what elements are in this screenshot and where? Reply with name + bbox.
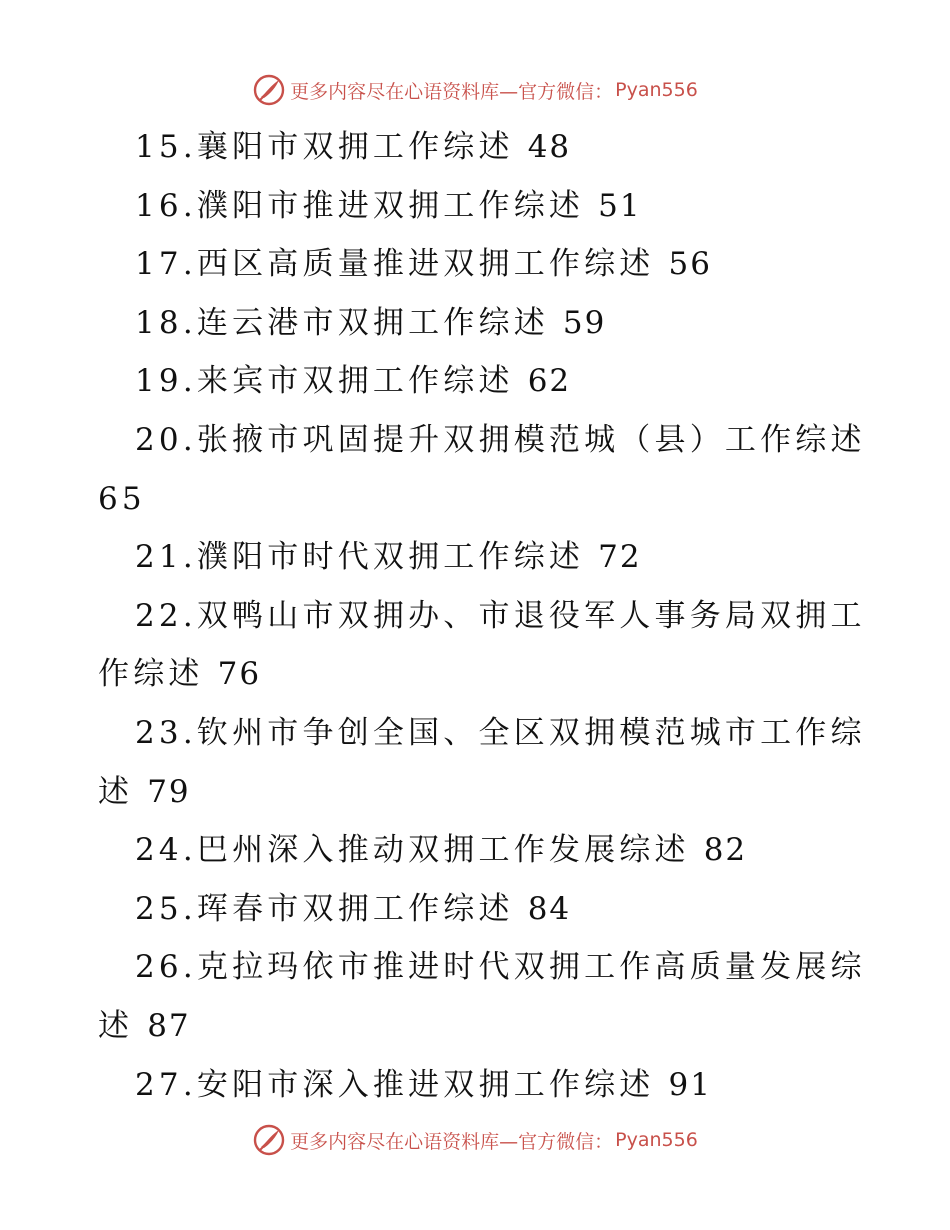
toc-entry-title: 15.襄阳市双拥工作综述 [135,129,514,165]
toc-page-number: 76 [217,656,262,693]
banner-wechat-id: Pyan556 [615,1129,698,1151]
toc-page-number: 79 [147,773,191,810]
toc-entry-title: 24.巴州深入推动双拥工作发展综述 [135,832,690,869]
toc-entry-19 [0,352,950,411]
toc-entry-21 [0,528,950,587]
toc-page-number: 59 [562,304,607,341]
toc-entry-17 [0,235,950,294]
toc-entry-23-continued [0,763,950,822]
toc-entry-title: 26.克拉玛依市推进时代双拥工作高质量发展综 [135,949,866,986]
toc-entry-16 [0,177,950,236]
toc-page-number: 62 [527,363,572,400]
banner-text: 更多内容尽在心语资料库—官方微信： [290,1130,614,1153]
toc-entry-title: 19.来宾市双拥工作综述 [135,363,514,400]
toc-entry-title: 23.钦州市争创全国、全区双拥模范城市工作综 [135,714,866,751]
banner-text: 更多内容尽在心语资料库—官方微信： [290,80,614,103]
banner-wechat-id: Pyan556 [615,79,698,101]
toc-entry-18 [0,294,950,353]
quill-logo-icon [252,1123,286,1157]
toc-entry-15 [0,118,950,177]
footer-watermark-banner [0,1120,950,1160]
toc-entry-26-continued [0,997,950,1056]
toc-entry-22 [0,587,950,646]
toc-page-number: 84 [527,890,572,927]
toc-entry-title: 述 [98,773,134,810]
toc-page-number: 51 [598,187,642,224]
toc-page-number: 72 [598,539,642,576]
quill-logo-icon [252,73,286,107]
toc-entry-24 [0,821,950,880]
toc-entry-23 [0,704,950,763]
toc-entry-20 [0,411,950,470]
toc-entry-22-continued [0,645,950,704]
toc-entry-title: 22.双鸭山市双拥办、市退役军人事务局双拥工 [135,597,866,634]
toc-entry-title: 27.安阳市深入推进双拥工作综述 [135,1066,655,1103]
toc-page-number: 91 [668,1066,712,1103]
header-watermark-banner [0,70,950,110]
toc-entry-title: 作综述 [98,656,204,693]
table-of-contents [0,118,950,1114]
toc-entry-title: 述 [98,1007,134,1044]
toc-entry-title: 21.濮阳市时代双拥工作综述 [135,539,585,576]
toc-entry-title: 18.连云港市双拥工作综述 [135,304,549,341]
toc-page-number: 82 [703,832,748,869]
toc-page-number: 87 [147,1007,191,1044]
toc-entry-title: 25.珲春市双拥工作综述 [135,890,514,927]
toc-page-number: 65 [98,480,146,517]
toc-entry-26 [0,938,950,997]
toc-entry-27 [0,1056,950,1115]
toc-page-number: 48 [527,129,572,165]
toc-entry-title: 17.西区高质量推进双拥工作综述 [135,246,655,283]
toc-entry-title: 16.濮阳市推进双拥工作综述 [135,187,585,224]
toc-entry-25 [0,880,950,939]
toc-entry-title: 20.张掖市巩固提升双拥模范城（县）工作综述 [135,421,866,458]
toc-page-number: 56 [668,246,712,283]
toc-entry-20-continued [0,470,950,529]
